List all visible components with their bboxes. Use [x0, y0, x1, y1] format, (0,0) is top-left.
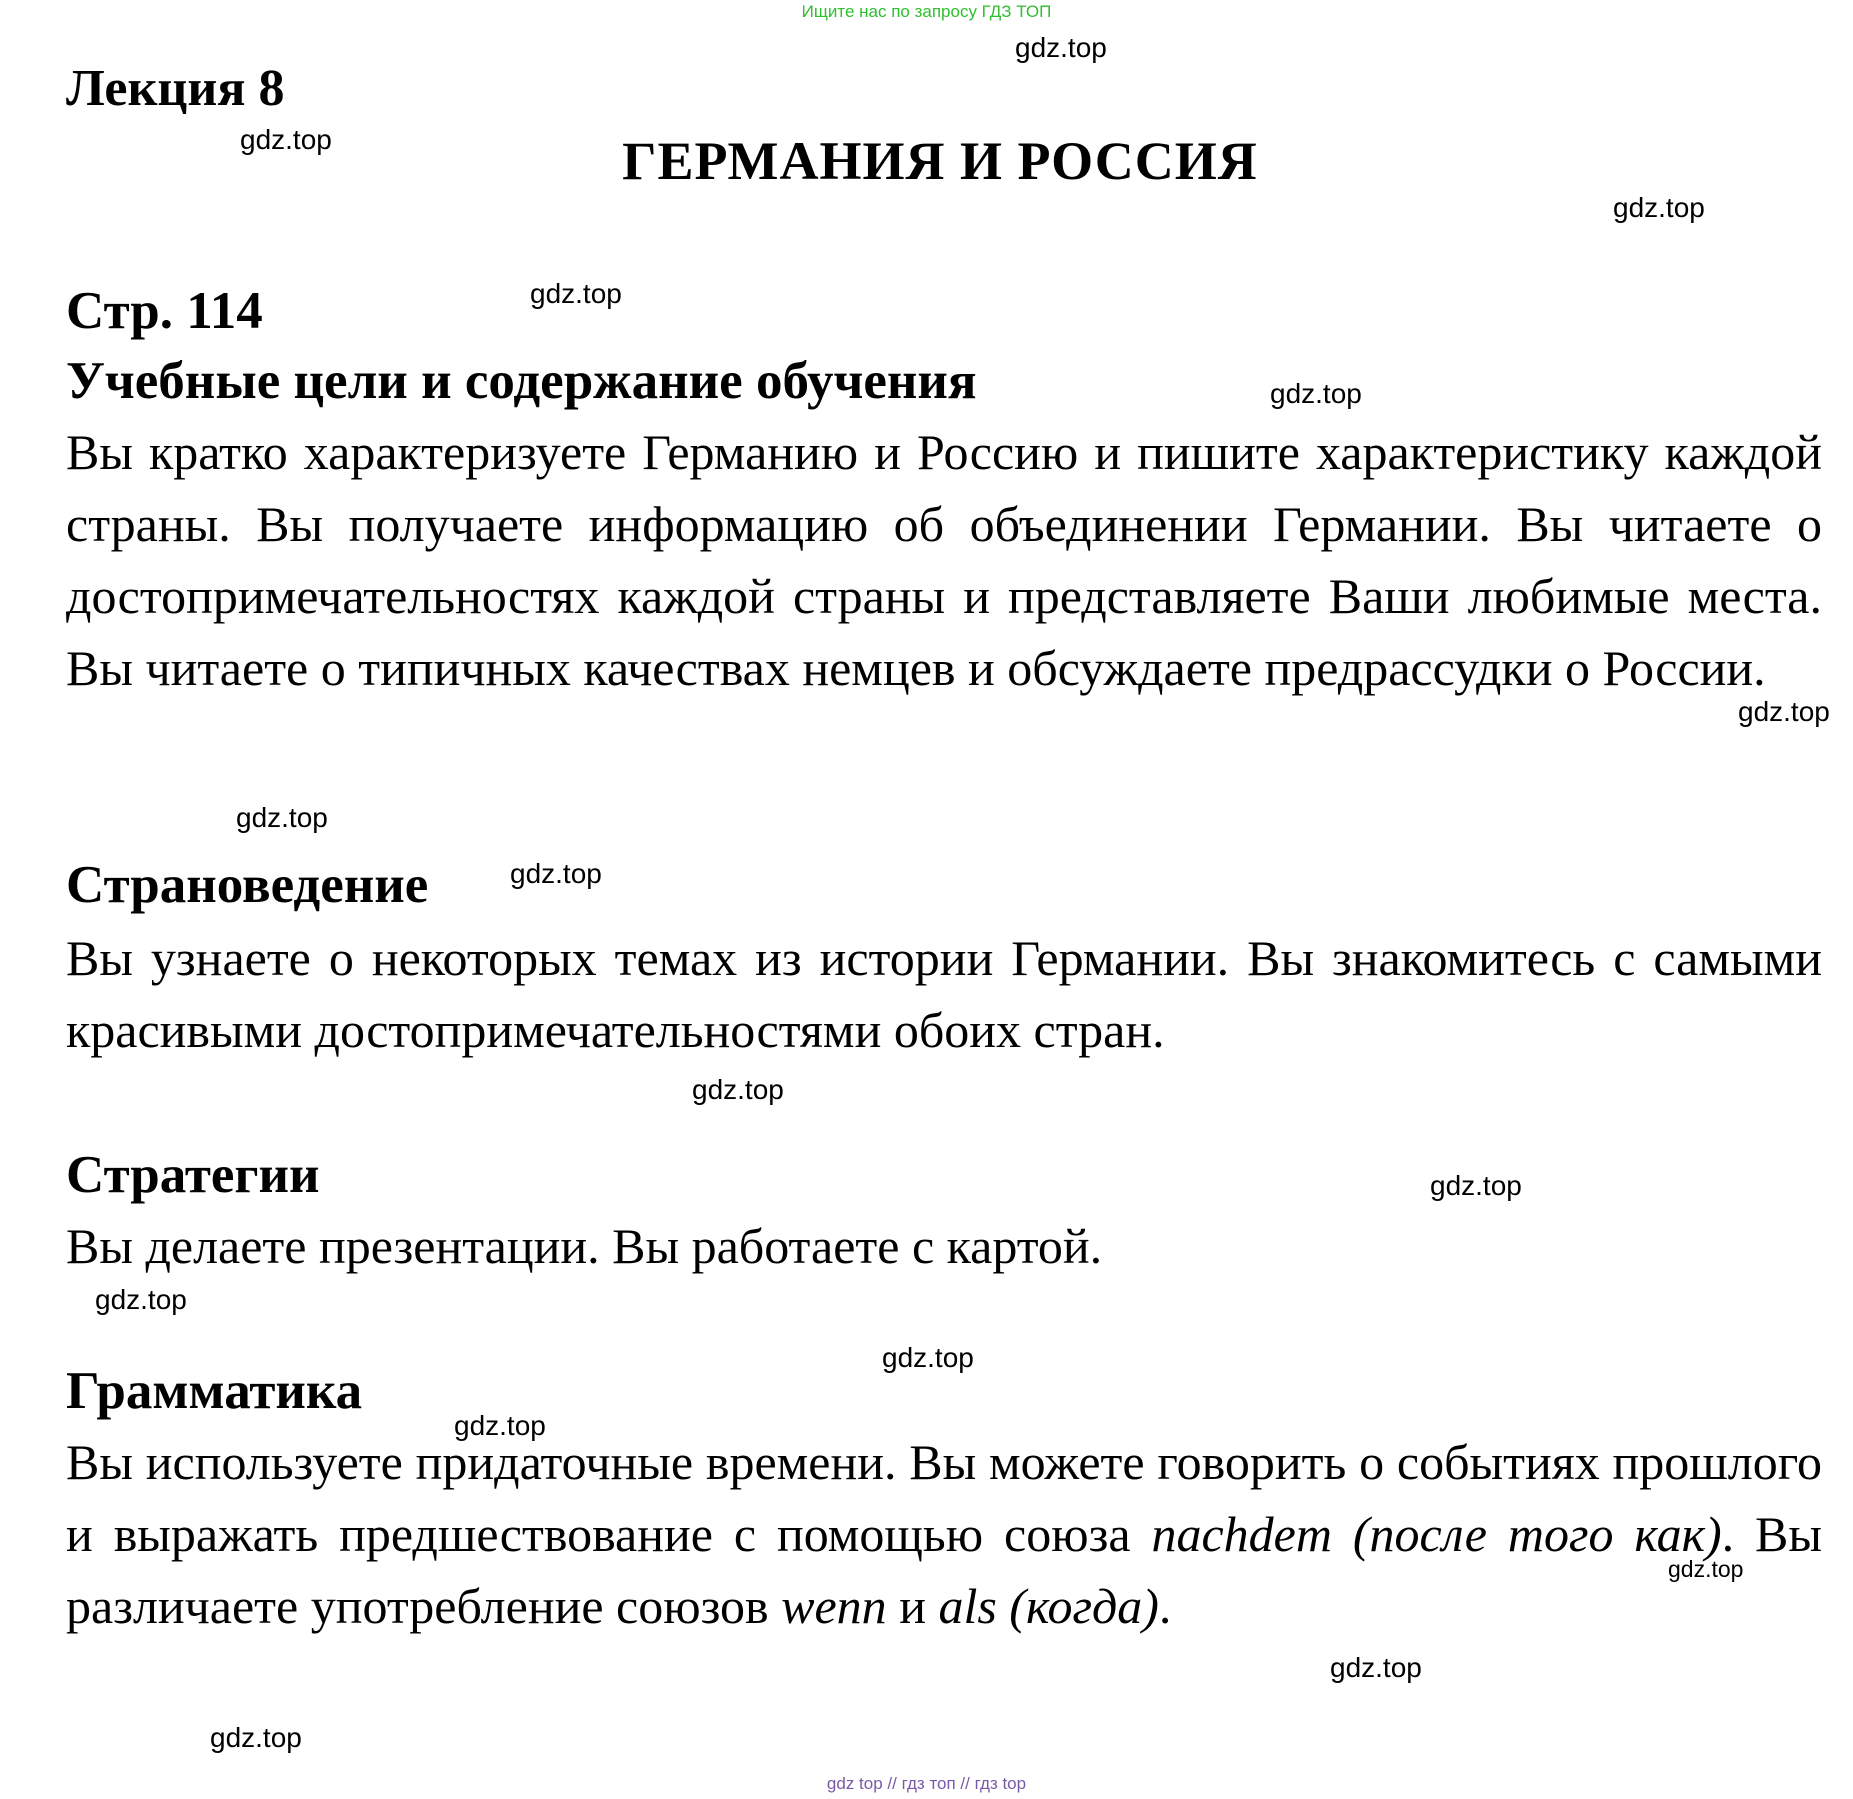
watermark: gdz.top	[95, 1284, 187, 1315]
watermark: gdz.top	[454, 1410, 546, 1441]
watermark: gdz.top	[1330, 1652, 1422, 1683]
goals-text: Вы кратко характеризуете Германию и Россию и пишите характеристику каждой страны. Вы получаете информацию об объединении Германии. Вы читаете о достопримечательностях каждой страны и представляете Ваши любимые места. Вы читаете о типичных качествах немцев и обсуждаете предрассудки о России.	[66, 424, 1822, 696]
country-studies-heading: Страноведение	[66, 856, 429, 914]
grammar-text	[66, 1426, 1822, 1642]
watermark: gdz.top	[530, 278, 622, 309]
goals-heading: Учебные цели и содержание обучения	[66, 352, 977, 410]
watermark: gdz.top	[882, 1342, 974, 1373]
watermark: gdz.top	[510, 858, 602, 889]
country-studies-text: Вы узнаете о некоторых темах из истории Германии. Вы знакомитесь с самыми красивыми достопримечательностями обоих стран.	[66, 930, 1822, 1058]
page-number-heading: Стр. 114	[66, 282, 263, 340]
watermark: gdz.top	[1613, 192, 1705, 223]
page-title: ГЕРМАНИЯ И РОССИЯ	[622, 131, 1258, 191]
watermark: gdz.top	[236, 802, 328, 833]
grammar-italic-nachdem: nachdem (после того как)	[1151, 1506, 1722, 1562]
search-hint-link[interactable]: Ищите нас по запросу ГДЗ ТОП	[801, 2, 1052, 21]
grammar-text-part4: .	[1158, 1578, 1172, 1634]
watermark: gdz.top	[1270, 378, 1362, 409]
watermark: gdz.top	[1430, 1170, 1522, 1201]
strategies-heading: Стратегии	[66, 1146, 320, 1204]
watermark: gdz.top	[210, 1722, 302, 1753]
grammar-italic-wenn: wenn	[781, 1578, 887, 1634]
watermark: gdz.top	[240, 124, 332, 155]
watermark: gdz.top	[1015, 32, 1107, 63]
strategies-text: Вы делаете презентации. Вы работаете с картой.	[66, 1218, 1103, 1274]
grammar-text-part2: . Вы различаете употребление союзов	[66, 1506, 1822, 1634]
grammar-italic-als: als (когда)	[938, 1578, 1159, 1634]
watermark: gdz.top	[692, 1074, 784, 1105]
footer-links[interactable]: gdz top // гдз топ // гдз top	[826, 1774, 1027, 1793]
grammar-text-part1: Вы используете придаточные времени. Вы можете говорить о событиях прошлого и выражать предшествование с помощью союза	[66, 1434, 1822, 1562]
grammar-heading: Грамматика	[66, 1362, 363, 1420]
grammar-text-part3: и	[886, 1578, 926, 1634]
watermark: gdz.top	[1668, 1556, 1744, 1582]
watermark: gdz.top	[1738, 696, 1830, 727]
lecture-label: Лекция 8	[66, 60, 285, 117]
